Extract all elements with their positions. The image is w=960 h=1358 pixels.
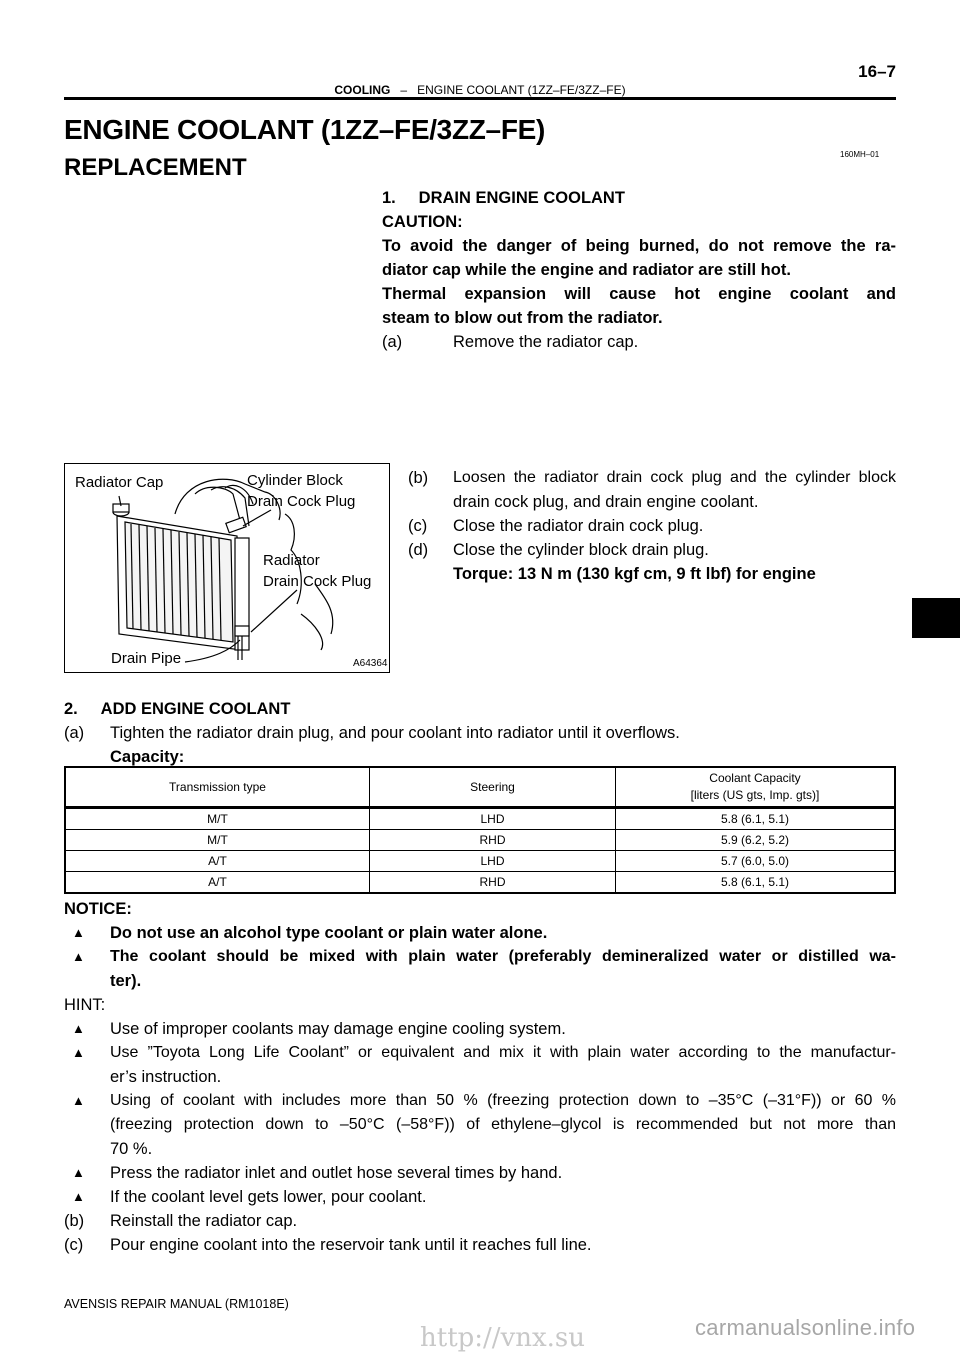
watermark-url: http://vnx.su bbox=[420, 1323, 586, 1353]
final-c-label: (c) bbox=[64, 1236, 84, 1254]
section-tab bbox=[912, 598, 960, 638]
hint-5: If the coolant level gets lower, pour coolant. bbox=[110, 1188, 427, 1206]
step1-b-line2: drain cock plug, and drain engine coolant. bbox=[453, 493, 759, 511]
caution-line-4: steam to blow out from the radiator. bbox=[382, 309, 663, 327]
page-subtitle: REPLACEMENT bbox=[64, 154, 247, 181]
table-cell: RHD bbox=[370, 872, 616, 894]
header-dash: – bbox=[400, 83, 408, 97]
bullet-icon: ▲ bbox=[72, 1021, 85, 1036]
bullet-icon: ▲ bbox=[72, 1093, 85, 1108]
page-number: 16–7 bbox=[858, 62, 896, 81]
bullet-icon: ▲ bbox=[72, 925, 85, 940]
bullet-icon: ▲ bbox=[72, 1165, 85, 1180]
header-rule bbox=[64, 97, 896, 100]
hint-3c: 70 %. bbox=[110, 1140, 153, 1158]
table-row bbox=[65, 851, 895, 872]
caution-line-3: Thermal expansion will cause hot engine coolant and bbox=[382, 285, 896, 303]
table-cell: M/T bbox=[65, 830, 370, 851]
label-cylinder-block-1: Cylinder Block bbox=[247, 472, 343, 489]
notice-line-2a: The coolant should be mixed with plain water (preferably demineralized water or distilled wa- bbox=[110, 948, 896, 965]
notice-line-2b: ter). bbox=[110, 972, 142, 990]
label-drain-pipe: Drain Pipe bbox=[111, 650, 182, 667]
hint-label: HINT: bbox=[64, 996, 106, 1014]
notice-line-1: Do not use an alcohol type coolant or plain water alone. bbox=[110, 924, 548, 942]
step1-d-label: (d) bbox=[408, 541, 429, 559]
table-cell: LHD bbox=[370, 851, 616, 872]
label-radiator-1: Radiator bbox=[263, 552, 320, 569]
step1-b-label: (b) bbox=[408, 469, 429, 487]
table-cell: M/T bbox=[65, 808, 370, 830]
caution-line-2: diator cap while the engine and radiator are still hot. bbox=[382, 261, 791, 279]
coolant-capacity-table bbox=[64, 766, 896, 894]
col-coolant-capacity bbox=[616, 767, 896, 808]
step2-a-label: (a) bbox=[64, 724, 85, 742]
page-title: ENGINE COOLANT (1ZZ–FE/3ZZ–FE) bbox=[64, 114, 546, 145]
hint-3a: Using of coolant with includes more than 50 % (freezing protection down to –35°C (–31°F)) or 60 % bbox=[110, 1092, 896, 1109]
step2-heading: 2. ADD ENGINE COOLANT bbox=[64, 700, 291, 718]
hint-3b: (freezing protection down to –50°C (–58°F)) of ethylene–glycol is recommended but not more than bbox=[110, 1116, 896, 1133]
caution-line-1: To avoid the danger of being burned, do not remove the ra- bbox=[382, 237, 896, 255]
label-radiator-2: Drain Cock Plug bbox=[263, 573, 372, 590]
col-steering: Steering bbox=[370, 767, 616, 808]
radiator-figure bbox=[64, 463, 390, 673]
bullet-icon: ▲ bbox=[72, 1189, 85, 1204]
footer: AVENSIS REPAIR MANUAL (RM1018E) bbox=[64, 1297, 289, 1311]
running-header bbox=[0, 83, 960, 97]
bullet-icon: ▲ bbox=[72, 1045, 85, 1060]
header-subsection: ENGINE COOLANT (1ZZ–FE/3ZZ–FE) bbox=[417, 83, 626, 97]
hint-2a: Use ”Toyota Long Life Coolant” or equivalent and mix it with plain water according to the manufactur- bbox=[110, 1044, 896, 1061]
col-transmission-type: Transmission type bbox=[65, 767, 370, 808]
col-coolant-capacity-title: Coolant Capacity bbox=[709, 771, 801, 785]
capacity-label: Capacity: bbox=[110, 748, 185, 766]
final-b-label: (b) bbox=[64, 1212, 85, 1230]
notice-label: NOTICE: bbox=[64, 900, 132, 918]
step1-b-line1: Loosen the radiator drain cock plug and the cylinder block bbox=[453, 469, 896, 486]
table-row bbox=[65, 830, 895, 851]
table-cell: RHD bbox=[370, 830, 616, 851]
bullet-icon: ▲ bbox=[72, 949, 85, 964]
final-b-text: Reinstall the radiator cap. bbox=[110, 1212, 298, 1230]
step1-heading: 1. DRAIN ENGINE COOLANT bbox=[382, 189, 625, 207]
table-header-row bbox=[65, 767, 895, 808]
hint-2b: er’s instruction. bbox=[110, 1068, 222, 1086]
label-cylinder-block-2: Drain Cock Plug bbox=[247, 493, 356, 510]
figure-id: A64364 bbox=[353, 658, 388, 669]
hint-4: Press the radiator inlet and outlet hose several times by hand. bbox=[110, 1164, 563, 1182]
torque-spec: Torque: 13 N m (130 kgf cm, 9 ft lbf) for engine bbox=[453, 565, 816, 583]
table-cell: 5.9 (6.2, 5.2) bbox=[616, 830, 896, 851]
step1-c-label: (c) bbox=[408, 517, 428, 535]
table-cell: 5.7 (6.0, 5.0) bbox=[616, 851, 896, 872]
final-c-text: Pour engine coolant into the reservoir tank until it reaches full line. bbox=[110, 1236, 592, 1254]
table-row bbox=[65, 808, 895, 830]
step2-a-text: Tighten the radiator drain plug, and pour coolant into radiator until it overflows. bbox=[110, 724, 680, 742]
table-cell: A/T bbox=[65, 851, 370, 872]
step1-a-label: (a) bbox=[382, 333, 403, 351]
table-row bbox=[65, 872, 895, 894]
table-cell: LHD bbox=[370, 808, 616, 830]
doc-code: 160MH–01 bbox=[840, 150, 880, 159]
watermark-site: carmanualsonline.info bbox=[695, 1315, 916, 1340]
step1-a-text: Remove the radiator cap. bbox=[453, 333, 639, 351]
header-section: COOLING bbox=[334, 83, 391, 97]
hint-1: Use of improper coolants may damage engine cooling system. bbox=[110, 1020, 566, 1038]
table-cell: 5.8 (6.1, 5.1) bbox=[616, 872, 896, 894]
col-coolant-capacity-unit: [liters (US gts, Imp. gts)] bbox=[690, 788, 820, 802]
table-cell: A/T bbox=[65, 872, 370, 894]
table-cell: 5.8 (6.1, 5.1) bbox=[616, 808, 896, 830]
caution-label: CAUTION: bbox=[382, 213, 463, 231]
step1-d-text: Close the cylinder block drain plug. bbox=[453, 541, 709, 559]
step1-c-text: Close the radiator drain cock plug. bbox=[453, 517, 704, 535]
label-radiator-cap: Radiator Cap bbox=[75, 474, 164, 491]
